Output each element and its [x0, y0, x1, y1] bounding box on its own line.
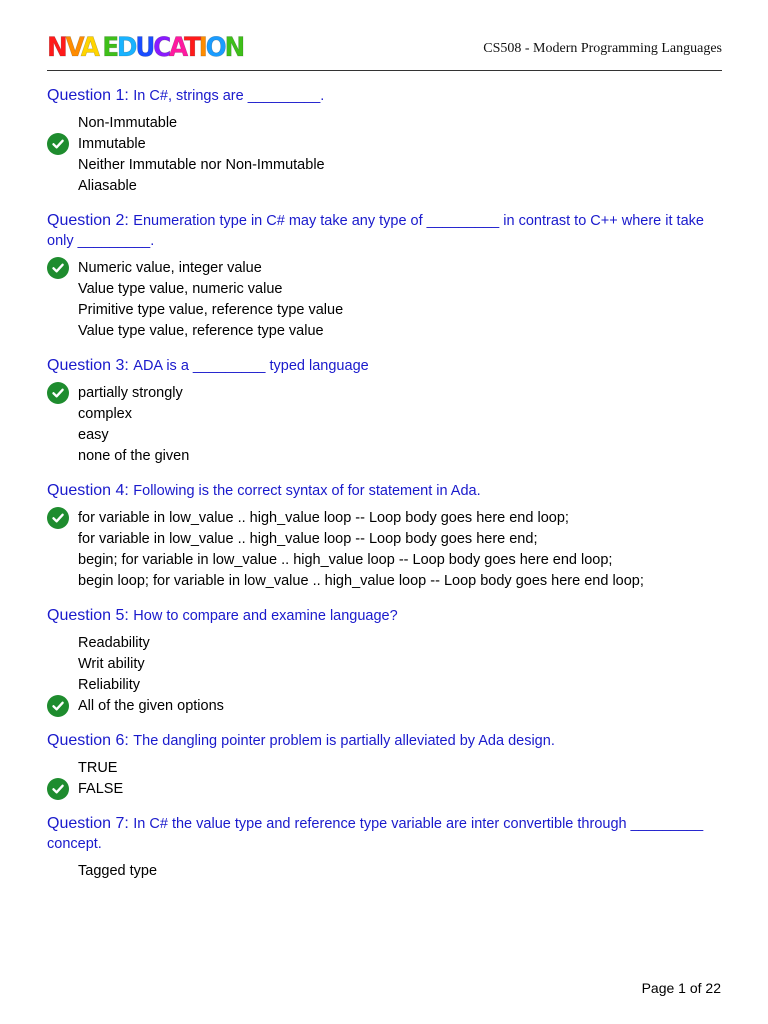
question-prompt — [47, 606, 727, 626]
answer-option-label: FALSE — [78, 781, 124, 797]
question-2 — [47, 211, 727, 342]
answer-options — [47, 383, 727, 467]
answer-options — [47, 258, 727, 342]
answer-option — [47, 675, 727, 696]
answer-option-label: begin; for variable in low_value .. high_value loop -- Loop body goes here end loop; — [78, 552, 613, 568]
answer-option — [47, 758, 727, 779]
question-3 — [47, 356, 727, 467]
answer-option — [47, 654, 727, 675]
question-6 — [47, 731, 727, 800]
page-header — [47, 28, 722, 71]
answer-option-label: All of the given options — [78, 698, 224, 714]
answer-option-label: partially strongly — [78, 385, 183, 401]
question-prompt — [47, 481, 727, 501]
question-text: In C# the value type and reference type variable are inter convertible through _________ concept. — [47, 816, 704, 852]
question-5 — [47, 606, 727, 717]
question-prompt — [47, 211, 727, 251]
question-4 — [47, 481, 727, 592]
answer-option — [47, 155, 727, 176]
question-text: ADA is a _________ typed language — [133, 358, 369, 374]
answer-option-label: for variable in low_value .. high_value loop -- Loop body goes here end; — [78, 531, 538, 547]
answer-option-label: begin loop; for variable in low_value .. high_value loop -- Loop body goes here end loop; — [78, 573, 644, 589]
correct-answer-option — [47, 696, 727, 717]
answer-option-label: Primitive type value, reference type value — [78, 302, 344, 318]
answer-option-label: TRUE — [78, 760, 118, 776]
answer-option-label: Tagged type — [78, 863, 158, 879]
question-text: The dangling pointer problem is partially alleviated by Ada design. — [133, 733, 555, 749]
answer-option — [47, 550, 727, 571]
question-number: Question 4: — [47, 482, 129, 499]
answer-options — [47, 508, 727, 592]
correct-answer-option — [47, 258, 727, 279]
question-number: Question 2: — [47, 212, 129, 229]
answer-options — [47, 633, 727, 717]
nva-education-logo: NVA EDUCATION — [47, 32, 243, 63]
page-number: Page 1 of 22 — [641, 980, 721, 996]
correct-answer-option — [47, 383, 727, 404]
answer-option — [47, 176, 727, 197]
question-prompt — [47, 814, 727, 854]
check-circle-icon — [47, 382, 69, 404]
question-7 — [47, 814, 727, 882]
answer-option — [47, 633, 727, 654]
question-1 — [47, 86, 727, 197]
check-circle-icon — [47, 695, 69, 717]
answer-option-label: for variable in low_value .. high_value loop -- Loop body goes here end loop; — [78, 510, 569, 526]
answer-option-label: Immutable — [78, 136, 146, 152]
question-prompt — [47, 86, 727, 106]
answer-option-label: Writ ability — [78, 656, 145, 672]
check-circle-icon — [47, 507, 69, 529]
question-number: Question 1: — [47, 87, 129, 104]
answer-option — [47, 446, 727, 467]
answer-option-label: Reliability — [78, 677, 141, 693]
answer-option-label: easy — [78, 427, 109, 443]
course-title: CS508 - Modern Programming Languages — [483, 41, 722, 56]
answer-option — [47, 529, 727, 550]
answer-option-label: Value type value, numeric value — [78, 281, 283, 297]
answer-option-label: Neither Immutable nor Non-Immutable — [78, 157, 325, 173]
question-prompt — [47, 731, 727, 751]
answer-option — [47, 425, 727, 446]
answer-option — [47, 321, 727, 342]
question-text: Enumeration type in C# may take any type of _________ in contrast to C++ where it take only _________. — [47, 213, 704, 249]
question-number: Question 3: — [47, 357, 129, 374]
question-text: In C#, strings are _________. — [133, 88, 325, 104]
answer-option — [47, 113, 727, 134]
question-list — [47, 86, 727, 896]
answer-options — [47, 113, 727, 197]
answer-option — [47, 404, 727, 425]
question-text: How to compare and examine language? — [133, 608, 398, 624]
answer-option — [47, 861, 727, 882]
question-number: Question 6: — [47, 732, 129, 749]
correct-answer-option — [47, 134, 727, 155]
correct-answer-option — [47, 508, 727, 529]
answer-option-label: Non-Immutable — [78, 115, 178, 131]
question-number: Question 5: — [47, 607, 129, 624]
question-prompt — [47, 356, 727, 376]
answer-option-label: Readability — [78, 635, 150, 651]
correct-answer-option — [47, 779, 727, 800]
check-circle-icon — [47, 778, 69, 800]
answer-option-label: Numeric value, integer value — [78, 260, 262, 276]
answer-options — [47, 758, 727, 800]
question-number: Question 7: — [47, 815, 129, 832]
answer-option-label: Value type value, reference type value — [78, 323, 324, 339]
answer-option — [47, 279, 727, 300]
answer-option-label: none of the given — [78, 448, 190, 464]
answer-option-label: complex — [78, 406, 132, 422]
question-text: Following is the correct syntax of for statement in Ada. — [133, 483, 481, 499]
answer-options — [47, 861, 727, 882]
check-circle-icon — [47, 257, 69, 279]
check-circle-icon — [47, 133, 69, 155]
answer-option-label: Aliasable — [78, 178, 137, 194]
answer-option — [47, 300, 727, 321]
answer-option — [47, 571, 727, 592]
